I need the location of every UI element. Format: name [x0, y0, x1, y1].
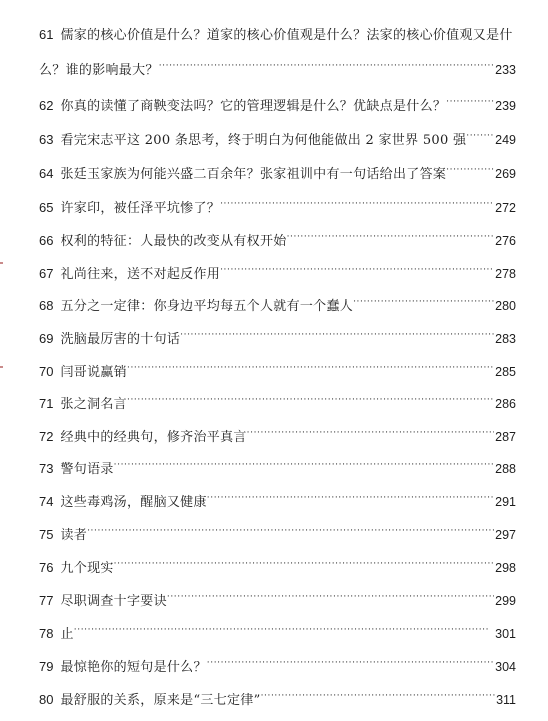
- toc-entry-number: 66: [39, 233, 54, 248]
- leader-dots: [220, 196, 494, 212]
- toc-entry-66[interactable]: [39, 229, 516, 249]
- toc-entry-number: 77: [39, 593, 54, 608]
- toc-entry-72[interactable]: [39, 425, 516, 445]
- toc-entry-title: 警句语录: [60, 462, 114, 477]
- toc-entry-page: 280: [495, 299, 516, 313]
- toc-entry-73[interactable]: [39, 457, 516, 477]
- toc-entry-number: 62: [39, 98, 54, 113]
- toc-entry-number: 75: [39, 527, 54, 542]
- toc-entry-77[interactable]: [39, 589, 516, 609]
- toc-entry-title: 闫哥说赢销: [60, 365, 127, 380]
- margin-mark: [0, 262, 3, 264]
- toc-entry-63[interactable]: [39, 128, 516, 148]
- toc-entry-number: 61: [39, 27, 54, 42]
- toc-entry-number: 70: [39, 364, 54, 379]
- toc-entry-number: 73: [39, 461, 54, 476]
- toc-entry-title: 张之洞名言: [60, 397, 127, 412]
- leader-dots: [287, 229, 495, 245]
- toc-entry-title: 止: [60, 627, 74, 642]
- margin-mark: [0, 366, 3, 368]
- toc-entry-title: 最惊艳你的短句是什么？: [60, 660, 207, 675]
- toc-entry-title: 你真的读懂了商鞅变法吗？它的管理逻辑是什么？优缺点是什么？: [60, 99, 447, 114]
- toc-entry-67[interactable]: [39, 262, 516, 282]
- leader-dots: [466, 128, 494, 144]
- toc-entry-75[interactable]: [39, 523, 516, 543]
- toc-entry-number: 63: [39, 132, 54, 147]
- toc-entry-70[interactable]: [39, 360, 516, 380]
- toc-entry-number: 71: [39, 396, 54, 411]
- leader-dots: [446, 94, 494, 110]
- toc-entry-page: 301: [495, 627, 516, 641]
- toc-entry-page: 299: [495, 594, 516, 608]
- leader-dots: [247, 425, 494, 441]
- leader-dots: [180, 327, 494, 343]
- leader-dots: [159, 58, 494, 74]
- toc-entry-page: 297: [495, 528, 516, 542]
- toc-entry-62[interactable]: [39, 94, 516, 114]
- toc-entry-page: 233: [495, 63, 516, 77]
- toc-entry-title-continued: 么？谁的影响最大？: [39, 63, 159, 78]
- toc-entry-number: 67: [39, 266, 54, 281]
- toc-entry-page: 278: [495, 267, 516, 281]
- toc-entry-number: 74: [39, 494, 54, 509]
- leader-dots: [207, 655, 494, 671]
- toc-entry-number: 69: [39, 331, 54, 346]
- toc-entry-page: 239: [495, 99, 516, 113]
- toc-entry-79[interactable]: [39, 655, 516, 675]
- toc-entry-68[interactable]: [39, 294, 516, 314]
- toc-entry-page: 276: [495, 234, 516, 248]
- toc-entry-page: 286: [495, 397, 516, 411]
- toc-entry-title: 读者: [60, 528, 88, 543]
- leader-dots: [220, 262, 494, 278]
- toc-entry-69[interactable]: [39, 327, 516, 347]
- leader-dots: [353, 294, 494, 310]
- leader-dots: [207, 490, 494, 506]
- leader-dots: [114, 556, 494, 572]
- leader-dots: [114, 457, 494, 473]
- leader-dots: [261, 688, 496, 704]
- toc-entry-65[interactable]: [39, 196, 516, 216]
- toc-entry-title: 看完宋志平这 200 条思考，终于明白为何他能做出 2 家世界 500 强: [60, 133, 467, 148]
- toc-entry-page: 311: [496, 693, 516, 707]
- toc-entry-number: 68: [39, 298, 54, 313]
- toc-entry-title: 尽职调查十字要诀: [60, 594, 167, 609]
- leader-dots: [87, 523, 494, 539]
- toc-entry-title: 礼尚往来，送不对起反作用: [60, 267, 221, 282]
- toc-entry-title: 这些毒鸡汤，醒脑又健康: [60, 495, 207, 510]
- toc-entry-title: 经典中的经典句，修齐治平真言: [60, 430, 247, 445]
- toc-entry-80[interactable]: [39, 688, 516, 708]
- toc-entry-number: 76: [39, 560, 54, 575]
- leader-dots: [167, 589, 494, 605]
- toc-entry-title: 许家印，被任泽平坑惨了？: [60, 201, 221, 216]
- toc-entry-page: 272: [495, 201, 516, 215]
- toc-entry-61[interactable]: [39, 27, 516, 78]
- toc-entry-page: 287: [495, 430, 516, 444]
- toc-entry-number: 72: [39, 429, 54, 444]
- toc-entry-page: 298: [495, 561, 516, 575]
- toc-entry-title: 权利的特征：人最快的改变从有权开始: [60, 234, 287, 249]
- toc-entry-page: 304: [495, 660, 516, 674]
- toc-entry-page: 283: [495, 332, 516, 346]
- toc-entry-title: 五分之一定律：你身边平均每五个人就有一个蠢人: [60, 299, 354, 314]
- toc-entry-71[interactable]: [39, 392, 516, 412]
- toc-entry-78[interactable]: [39, 622, 516, 642]
- toc-entry-title: 儒家的核心价值是什么？道家的核心价值观是什么？法家的核心价值观又是什: [60, 28, 513, 43]
- toc-entry-74[interactable]: [39, 490, 516, 510]
- leader-dots: [446, 162, 494, 178]
- toc-entry-page: 288: [495, 462, 516, 476]
- leader-dots: [127, 392, 494, 408]
- toc-entry-number: 79: [39, 659, 54, 674]
- toc-entry-page: 291: [495, 495, 516, 509]
- toc-entry-number: 78: [39, 626, 54, 641]
- leader-dots: [127, 360, 494, 376]
- toc-entry-page: 285: [495, 365, 516, 379]
- toc-entry-64[interactable]: [39, 162, 516, 182]
- toc-entry-number: 64: [39, 166, 54, 181]
- toc-entry-number: 80: [39, 692, 54, 707]
- toc-entry-title: 九个现实: [60, 561, 114, 576]
- leader-dots: [74, 622, 494, 638]
- toc-entry-title: 张廷玉家族为何能兴盛二百余年？张家祖训中有一句话给出了答案: [60, 167, 447, 182]
- toc-entry-page: 269: [495, 167, 516, 181]
- toc-entry-page: 249: [495, 133, 516, 147]
- toc-entry-title: 洗脑最厉害的十句话: [60, 332, 181, 347]
- toc-entry-number: 65: [39, 200, 54, 215]
- toc-entry-76[interactable]: [39, 556, 516, 576]
- toc-entry-title: 最舒服的关系，原来是“三七定律”: [60, 693, 261, 708]
